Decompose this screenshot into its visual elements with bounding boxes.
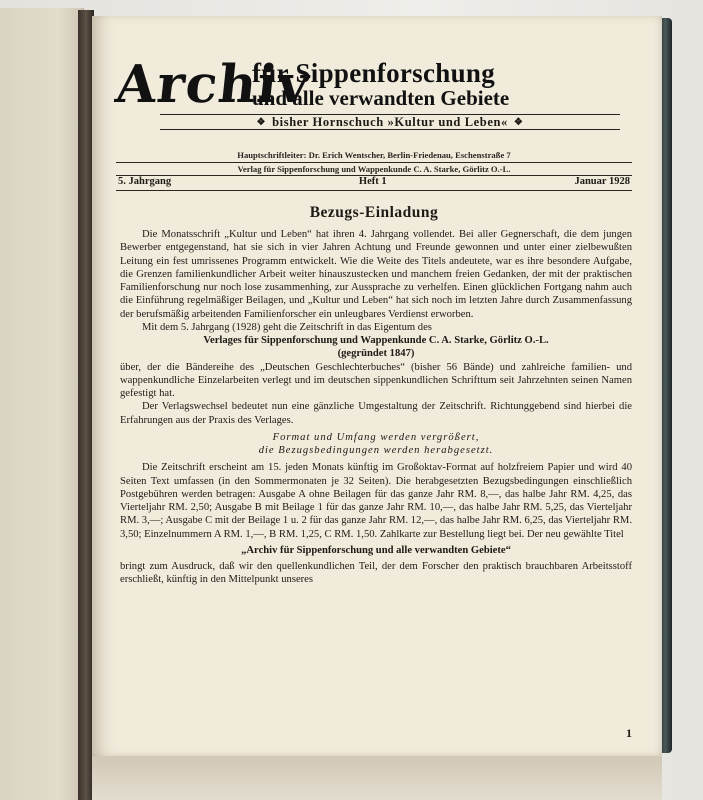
paragraph: Der Verlagswechsel bedeutet nun eine gänzliche Umgestaltung der Zeitschrift. Richtunggebend sind hierbei die Erfahrungen aus der Praxis des Verlages. xyxy=(120,401,632,426)
emphasis-line: Format und Umfang werden vergrößert, xyxy=(272,431,480,443)
masthead-title-line1: für Sippenforschung xyxy=(252,58,496,88)
new-title: „Archiv für Sippenforschung und alle verwandten Gebiete“ xyxy=(241,544,511,556)
masthead-title-line2: und alle verwandten Gebiete xyxy=(252,86,510,110)
paragraph: über, der die Bändereihe des „Deutschen Geschlechterbuches“ (bisher 56 Bände) und zahlreiche familien- und wappenkundliche Einzelarbeiten verlegt und im deutschen sippenkundlichen Schrifttum seit Jahrzehnten seinen Namen gefestigt hat. xyxy=(120,361,632,399)
ornament-icon: ❖ xyxy=(513,116,524,128)
page-number: 1 xyxy=(626,726,632,740)
article-heading: Bezugs-Einladung xyxy=(309,204,439,221)
ornament-icon: ❖ xyxy=(256,116,267,128)
emphasis-line: die Bezugsbedingungen werden herabgesetzt. xyxy=(258,445,494,456)
paragraph: Die Zeitschrift erscheint am 15. jeden Monats künftig im Großoktav-Format auf holzfreiem Papier und wird 40 Seiten Text umfassen (in den Sommermonaten je 32 Seiten). Die herabgesetzten Bezugsbedingungen einschließlich Postgebühren werden betragen: Ausgabe A ohne Beilagen für das ganze Jahr RM. 8,—, das halbe Jahr RM. 4,25, das Vierteljahr RM. 2,50; Ausgabe B mit Beilage 1 für das ganze Jahr RM. 10,—, das halbe Jahr RM. 5,25, das Vierteljahr RM. 3,—; Ausgabe C mit der Beilage 1 u. 2 für das ganze Jahr RM. 12,—, das halbe Jahr RM. 6,25, das Vierteljahr RM. 3,50; Einzelnummern A RM. 1,—, B RM. 1,25, C RM. 1,50. Zahlkarte zur Bestellung liegt bei. Der neu gewählte Titel xyxy=(120,462,632,540)
paragraph: bringt zum Ausdruck, daß wir den quellenkundlichen Teil, der dem Forscher den praktisch brauchbaren Arbeitsstoff erschließt, künftig in den Mittelpunkt unseres xyxy=(120,561,632,586)
issue-date: Januar 1928 xyxy=(574,176,630,187)
issue-number: Heft 1 xyxy=(358,176,387,187)
left-page-stack xyxy=(0,8,84,800)
editor-line: Hauptschriftleiter: Dr. Erich Wentscher, Berlin-Friedenau, Eschenstraße 7 xyxy=(237,150,511,160)
paragraph: Mit dem 5. Jahrgang (1928) geht die Zeitschrift in das Eigentum des xyxy=(142,321,432,333)
masthead-title-large: Archiv xyxy=(112,54,313,115)
divider xyxy=(116,190,632,191)
article-body xyxy=(120,228,632,587)
publisher-name: Verlages für Sippenforschung und Wappenkunde C. A. Starke, Görlitz O.-L. xyxy=(203,335,549,346)
divider xyxy=(116,162,632,163)
publisher-line: Verlag für Sippenforschung und Wappenkunde C. A. Starke, Görlitz O.-L. xyxy=(237,164,511,174)
issue-volume: 5. Jahrgang xyxy=(118,176,172,187)
masthead-subtitle: bisher Hornschuch »Kultur und Leben« xyxy=(272,114,508,129)
page-stack-bottom xyxy=(92,752,662,800)
masthead-subtitle-band xyxy=(160,114,620,130)
document-page xyxy=(92,16,662,756)
masthead xyxy=(112,54,632,146)
issue-info-row xyxy=(118,176,630,187)
paragraph: Die Monatsschrift „Kultur und Leben“ hat ihren 4. Jahrgang vollendet. Bei aller Gegnerschaft, die dem jungen Bewerber entgegenstand, hat sie sich in vier Jahren Achtung und Freunde gewonnen und unter einer zielbewußten Leitung ein fest umrissenes Programm entwickelt. Wie die Weite des Titels andeutete, war es ihre besondere Aufgabe, die Grenzen familienkundlicher Arbeit weiter hinauszustecken und manchem freien Gedanken, der mit der praktischen Familienforschung nur noch lose zusammenhing, zur Aussprache zu verhelfen. Einen glücklichen Fortgang nahm auch die Einführung regelmäßiger Beilagen, und „Kultur und Leben“ hat sich noch im letzten Jahre durch Zusammenfassung der berufsmäßig arbeitenden Familienforscher ein unleugbares Verdienst erworben. xyxy=(120,229,632,320)
publisher-founded: (gegründet 1847) xyxy=(337,348,415,360)
